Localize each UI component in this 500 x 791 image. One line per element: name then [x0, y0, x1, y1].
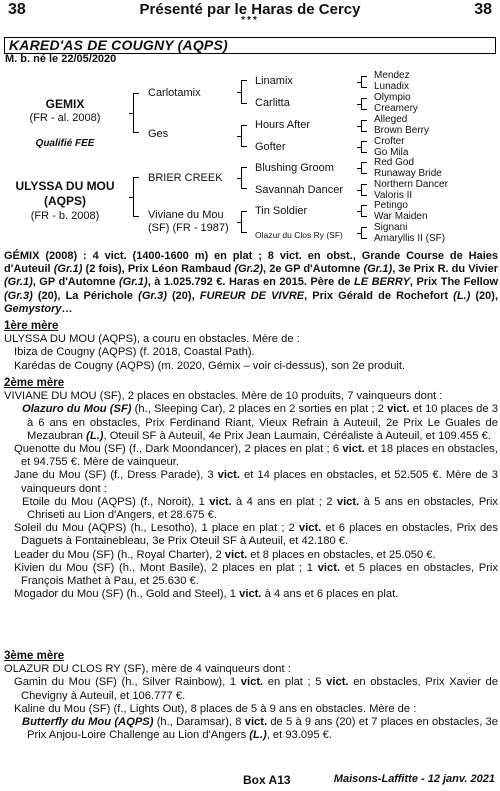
gen4-lunadix: Lunadix: [374, 81, 410, 92]
produce-quenotte: Quenotte du Mou (SF) (f., Dark Moondancer), 2 places en plat ; 6 vict. et 18 places en obstacles, et 94.755 €. Mère de vainqueur.: [14, 443, 498, 469]
title-stars: ***: [241, 15, 259, 26]
bracket-blushing-groom: [361, 162, 362, 174]
page-number-right: 38: [474, 1, 492, 18]
bracket-viviane: [241, 211, 242, 233]
first-dam-heading: 1ère mère: [4, 320, 59, 332]
sire-origin: (FR - al. 2008): [29, 112, 101, 124]
footer-box: Box A13: [243, 773, 291, 787]
first-dam-section: [4, 320, 498, 373]
produce-kaline: Kaline du Mou (SF) (f., Lights Out), 8 places de 5 à 9 ans en obstacles. Mère de :: [14, 702, 417, 715]
gen2-ges: Ges: [148, 128, 169, 140]
third-dam-heading: 3ème mère: [4, 650, 65, 662]
gen3-blushing-groom: Blushing Groom: [255, 162, 334, 174]
gen3-linamix: Linamix: [255, 75, 293, 87]
produce-gamin: Gamin du Mou (SF) (h., Silver Rainbow), 1 vict. en plat ; 5 vict. en obstacles, Prix Xavier de Chevigny à Auteuil, et 106.777 €.: [14, 676, 499, 702]
horse-birth: M. b. né le 22/05/2020: [5, 53, 117, 65]
bracket-savannah-dancer: [361, 184, 362, 196]
gen2-viviane-du-mou: Viviane du Mou: [148, 209, 224, 221]
gen3-gofter: Gofter: [255, 141, 286, 153]
bracket-sire: [133, 93, 134, 133]
bracket-brier-creek: [241, 167, 242, 189]
first-dam-line: ULYSSA DU MOU (AQPS), a couru en obstacles. Mère de :: [4, 333, 300, 346]
gen3-tin-soldier: Tin Soldier: [255, 205, 308, 217]
produce-kivien: Kivien du Mou (SF) (h., Mont Basile), 2 places en plat ; 1 vict. et 5 places en obstacles, Prix François Mathet à Pau, et 25.630 €.: [14, 561, 498, 588]
gen4-alleged: Alleged: [374, 114, 408, 125]
sire-note: Qualifié FEE: [35, 138, 95, 149]
gen4-petingo: Petingo: [374, 200, 408, 211]
gen3-hours-after: Hours After: [255, 119, 311, 131]
gen4-mendez: Mendez: [374, 70, 410, 81]
gen4-valoris: Valoris II: [374, 190, 413, 201]
sire-name: GEMIX: [45, 97, 85, 111]
gen4-brown-berry: Brown Berry: [374, 125, 430, 136]
gen3-carlitta: Carlitta: [255, 97, 290, 109]
second-dam-intro: VIVIANE DU MOU (SF), 2 places en obstacles. Mère de 10 produits, 7 vainqueurs dont :: [4, 390, 443, 403]
dam-origin: (FR - b. 2008): [30, 210, 100, 222]
gen4-signani: Signani: [374, 222, 408, 233]
third-dam-section: [4, 650, 498, 742]
produce-olazuro: Olazuro du Mou (SF) (h., Sleeping Car), 2 places en 2 sorties en plat ; 2 vict. et 10 places de 3 à 6 ans en obstacles, Prix Ferdinand Riant, Vieux Refrain à Auteuil, 2e Prix Le Guales de Mezaubran (L.), Oteuil SF à Auteuil, 4e Prix Jean Laumain, Céréaliste à Auteuil, et 109.455 €.: [22, 403, 498, 442]
produce-butterfly: Butterfly du Mou (AQPS) (h., Daramsar), 8 vict. de 5 à 9 ans (20) et 7 places en obstacles, 3e Prix Anjou-Loire Challenge au Lion d'Angers (L.), et 93.095 €.: [22, 716, 498, 742]
produce-karedas: Karédas de Cougny (AQPS) (m. 2020, Gémix – voir ci-dessus), son 2e produit.: [14, 359, 406, 372]
bracket-olazur: [361, 227, 362, 239]
page-number-left: 38: [8, 1, 26, 18]
bracket-tin-soldier: [361, 205, 362, 217]
produce-jane: Jane du Mou (SF) (f., Dress Parade), 3 vict. et 14 places en obstacles, et 52.505 €. Mère de 3 vainqueurs dont :: [14, 469, 498, 495]
gen2-brier-creek: BRIER CREEK: [148, 172, 223, 184]
gen4-go-mila: Go Mila: [374, 147, 409, 158]
dam-breed: (AQPS): [44, 194, 86, 208]
bracket-linamix: [361, 76, 362, 88]
bracket-dam: [133, 177, 134, 217]
produce-leader: Leader du Mou (SF) (h., Royal Charter), 2 vict. et 8 places en obstacles, et 25.050 €.: [14, 548, 436, 561]
gen4-olympio: Olympio: [374, 92, 411, 103]
bracket-hours-after: [361, 120, 362, 132]
gen4-crofter: Crofter: [374, 136, 405, 147]
gen2-viviane-origin: (SF) (FR - 1987): [148, 222, 229, 234]
gen4-northern-dancer: Northern Dancer: [374, 179, 448, 190]
second-dam-section: [4, 377, 498, 601]
gen2-carlotamix: Carlotamix: [148, 87, 201, 99]
sire-paragraph: GÉMIX (2008) : 4 vict. (1400-1600 m) en plat ; 8 vict. en obst., Grande Course de Haies d'Auteuil (Gr.1) (2 fois), Prix Léon Rambaud (Gr.2), 2e GP d'Automne (Gr.1), 3e Prix R. du Vivier (Gr.1), GP d'Automne (Gr.1), à 1.025.792 €. Haras en 2015. Père de LE BERRY, Prix The Fellow (Gr.3) (20), La Périchole (Gr.3) (20), FUREUR DE VIVRE, Prix Gérald de Rochefort (L.) (20), Gemystory…: [4, 250, 499, 315]
produce-etoile: Etoile du Mou (AQPS) (f., Noroit), 1 vict. à 4 ans en plat ; 2 vict. à 5 ans en obstacles, Prix Chriseti au Lion d'Angers, et 28.675 €.: [22, 495, 498, 522]
page-title: Présenté par le Haras de Cercy: [139, 1, 361, 18]
gen4-creamery: Creamery: [374, 103, 418, 114]
footer-place-date: Maisons-Laffitte - 12 janv. 2021: [333, 773, 495, 785]
bracket-gofter: [361, 141, 362, 153]
gen4-runaway-bride: Runaway Bride: [374, 168, 442, 179]
dam-name: ULYSSA DU MOU: [15, 179, 115, 193]
gen3-savannah-dancer: Savannah Dancer: [255, 184, 344, 196]
gen3-olazur: Olazur du Clos Ry (SF): [255, 230, 343, 240]
gen4-red-god: Red God: [374, 157, 415, 168]
horse-name: KARED'AS DE COUGNY (AQPS): [9, 37, 228, 53]
bracket-carlotamix: [241, 80, 242, 104]
third-dam-intro: OLAZUR DU CLOS RY (SF), mère de 4 vainqueurs dont :: [4, 663, 291, 676]
produce-mogador: Mogador du Mou (SF) (h., Gold and Steel), 1 vict. à 4 ans et 6 places en plat.: [14, 588, 399, 601]
gen4-war-maiden: War Maiden: [374, 211, 428, 222]
gen4-amaryllis: Amaryllis II (SF): [374, 233, 446, 244]
bracket-ges: [241, 125, 242, 147]
produce-ibiza: Ibiza de Cougny (AQPS) (f. 2018, Coastal Path).: [14, 346, 255, 359]
horse-name-box: [4, 37, 496, 54]
produce-soleil: Soleil du Mou (AQPS) (h., Lesotho), 1 place en plat ; 2 vict. et 6 places en obstacles, Prix des Daguets à Fontainebleau, 3e Prix Oteuil SF à Auteuil, et 42.180 €.: [14, 522, 498, 548]
bracket-carlitta: [361, 98, 362, 110]
second-dam-heading: 2ème mère: [4, 377, 65, 389]
